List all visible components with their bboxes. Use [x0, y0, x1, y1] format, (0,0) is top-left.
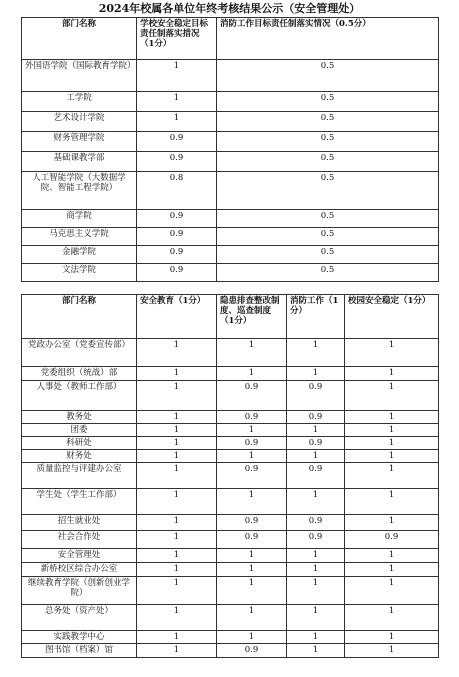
scores-table-departments — [21, 294, 439, 658]
score-cell: 1 — [137, 450, 217, 463]
score-cell: 1 — [345, 605, 439, 631]
score-cell: 1 — [137, 605, 217, 631]
score-cell: 0.9 — [287, 381, 345, 411]
dept-name-cell: 基础课教学部 — [22, 152, 137, 172]
score-cell: 0.5 — [217, 60, 439, 92]
score-cell: 1 — [345, 563, 439, 577]
table-row — [22, 424, 439, 437]
score-cell: 1 — [217, 367, 287, 381]
score-cell: 0.9 — [287, 437, 345, 450]
score-cell: 0.9 — [217, 411, 287, 424]
score-cell: 1 — [287, 489, 345, 515]
score-cell: 0.5 — [217, 264, 439, 282]
score-cell: 1 — [137, 367, 217, 381]
score-cell: 0.9 — [287, 515, 345, 531]
score-cell: 0.9 — [137, 132, 217, 152]
score-cell: 1 — [137, 339, 217, 367]
score-cell: 1 — [287, 577, 345, 605]
score-cell: 1 — [345, 489, 439, 515]
score-cell: 0.9 — [287, 411, 345, 424]
score-cell: 1 — [137, 424, 217, 437]
score-cell: 1 — [137, 515, 217, 531]
score-cell: 1 — [137, 577, 217, 605]
table-row — [22, 92, 439, 112]
score-cell: 0.5 — [217, 246, 439, 264]
table-row — [22, 577, 439, 605]
dept-name-cell: 金融学院 — [22, 246, 137, 264]
table-row — [22, 644, 439, 658]
dept-name-cell: 人工智能学院（大数据学院、智能工程学院） — [22, 172, 137, 210]
table-row — [22, 112, 439, 132]
score-cell: 0.5 — [217, 228, 439, 246]
table-row — [22, 450, 439, 463]
dept-name-cell: 艺术设计学院 — [22, 112, 137, 132]
score-cell: 1 — [217, 549, 287, 563]
table-row — [22, 367, 439, 381]
table-row — [22, 210, 439, 228]
table-row — [22, 531, 439, 549]
score-cell: 0.5 — [217, 112, 439, 132]
score-cell: 1 — [217, 577, 287, 605]
score-cell: 1 — [287, 563, 345, 577]
score-cell: 1 — [287, 367, 345, 381]
score-cell: 1 — [345, 339, 439, 367]
table-row — [22, 605, 439, 631]
table-row — [22, 339, 439, 367]
score-cell: 0.9 — [217, 463, 287, 489]
score-cell: 0.9 — [345, 531, 439, 549]
score-cell: 1 — [137, 631, 217, 644]
score-cell: 1 — [137, 463, 217, 489]
dept-name-cell: 学生处（学生工作部） — [22, 489, 137, 515]
score-cell: 1 — [287, 424, 345, 437]
table-row — [22, 463, 439, 489]
score-cell: 1 — [137, 563, 217, 577]
score-cell: 1 — [345, 367, 439, 381]
score-cell: 0.5 — [217, 132, 439, 152]
dept-name-cell: 安全管理处 — [22, 549, 137, 563]
dept-name-cell: 质量监控与评建办公室 — [22, 463, 137, 489]
score-cell: 1 — [137, 644, 217, 658]
score-cell: 1 — [345, 437, 439, 450]
dept-name-cell: 马克思主义学院 — [22, 228, 137, 246]
table-row — [22, 264, 439, 282]
dept-name-cell: 党委组织（统战）部 — [22, 367, 137, 381]
score-cell: 1 — [137, 92, 217, 112]
score-cell: 1 — [345, 549, 439, 563]
score-cell: 1 — [345, 644, 439, 658]
table-row — [22, 172, 439, 210]
table-row — [22, 515, 439, 531]
score-cell: 1 — [287, 549, 345, 563]
dept-name-cell: 科研处 — [22, 437, 137, 450]
score-cell: 0.5 — [217, 92, 439, 112]
score-cell: 0.9 — [217, 531, 287, 549]
score-cell: 1 — [217, 605, 287, 631]
score-cell: 1 — [217, 489, 287, 515]
score-cell: 1 — [137, 489, 217, 515]
dept-name-cell: 新桥校区综合办公室 — [22, 563, 137, 577]
score-cell: 0.9 — [137, 228, 217, 246]
dept-name-cell: 实践教学中心 — [22, 631, 137, 644]
table-row — [22, 60, 439, 92]
score-cell: 1 — [345, 515, 439, 531]
score-cell: 1 — [345, 450, 439, 463]
dept-name-cell: 总务处（资产处） — [22, 605, 137, 631]
header-hazard-inspection: 隐患排查整改制度、巡查制度（1分） — [217, 295, 287, 339]
dept-name-cell: 财务管理学院 — [22, 132, 137, 152]
score-cell: 0.5 — [217, 210, 439, 228]
header-fire-responsibility: 消防工作目标责任制落实情况（0.5分） — [217, 18, 439, 60]
page-title: 2024年校属各单位年终考核结果公示（安全管理处） — [98, 2, 361, 15]
dept-name-cell: 教务处 — [22, 411, 137, 424]
table-row — [22, 549, 439, 563]
dept-name-cell: 工学院 — [22, 92, 137, 112]
table1-body — [22, 60, 439, 282]
table-row — [22, 489, 439, 515]
table-row — [22, 228, 439, 246]
header-dept-name: 部门名称 — [22, 18, 137, 60]
dept-name-cell: 社会合作处 — [22, 531, 137, 549]
score-cell: 1 — [287, 339, 345, 367]
score-cell: 1 — [217, 339, 287, 367]
score-cell: 0.5 — [217, 172, 439, 210]
table-row — [22, 411, 439, 424]
score-cell: 1 — [345, 381, 439, 411]
header-fire-work: 消防工作（1分） — [287, 295, 345, 339]
dept-name-cell: 团委 — [22, 424, 137, 437]
score-cell: 0.9 — [287, 531, 345, 549]
dept-name-cell: 文法学院 — [22, 264, 137, 282]
score-cell: 1 — [137, 549, 217, 563]
dept-name-cell: 招生就业处 — [22, 515, 137, 531]
score-cell: 1 — [137, 60, 217, 92]
score-cell: 0.9 — [287, 463, 345, 489]
dept-name-cell: 商学院 — [22, 210, 137, 228]
table-row — [22, 132, 439, 152]
table-row — [22, 381, 439, 411]
score-cell: 0.9 — [217, 515, 287, 531]
score-cell: 1 — [287, 644, 345, 658]
score-cell: 0.8 — [137, 172, 217, 210]
score-cell: 0.9 — [137, 264, 217, 282]
header-dept-name: 部门名称 — [22, 295, 137, 339]
dept-name-cell: 财务处 — [22, 450, 137, 463]
header-campus-stability: 校园安全稳定（1分） — [345, 295, 439, 339]
table-row — [22, 563, 439, 577]
dept-name-cell: 人事处（教师工作部） — [22, 381, 137, 411]
score-cell: 0.5 — [217, 152, 439, 172]
score-cell: 1 — [137, 531, 217, 549]
dept-name-cell: 图书馆（档案）馆 — [22, 644, 137, 658]
table-row — [22, 152, 439, 172]
score-cell: 1 — [137, 112, 217, 132]
score-cell: 1 — [137, 437, 217, 450]
score-cell: 1 — [287, 605, 345, 631]
score-cell: 1 — [137, 381, 217, 411]
header-safety-education: 安全教育（1分） — [137, 295, 217, 339]
score-cell: 0.9 — [137, 210, 217, 228]
score-cell: 0.9 — [217, 437, 287, 450]
score-cell: 0.9 — [217, 644, 287, 658]
score-cell: 1 — [345, 463, 439, 489]
score-cell: 1 — [217, 450, 287, 463]
score-cell: 1 — [345, 411, 439, 424]
dept-name-cell: 外国语学院（国际教育学院） — [22, 60, 137, 92]
dept-name-cell: 党政办公室（党委宣传部） — [22, 339, 137, 367]
score-cell: 1 — [287, 450, 345, 463]
table-row — [22, 437, 439, 450]
score-cell: 1 — [217, 563, 287, 577]
header-safety-responsibility: 学校安全稳定目标责任制落实措况（1分） — [137, 18, 217, 60]
table-row — [22, 246, 439, 264]
score-cell: 1 — [137, 411, 217, 424]
dept-name-cell: 继续教育学院（创新创业学院） — [22, 577, 137, 605]
score-cell: 1 — [287, 631, 345, 644]
score-cell: 0.9 — [137, 152, 217, 172]
score-cell: 0.9 — [217, 381, 287, 411]
score-cell: 0.9 — [137, 246, 217, 264]
score-cell: 1 — [345, 577, 439, 605]
score-cell: 1 — [217, 631, 287, 644]
score-cell: 1 — [345, 424, 439, 437]
score-cell: 1 — [345, 631, 439, 644]
scores-table-colleges — [21, 17, 439, 282]
table2-body — [22, 339, 439, 658]
table-row — [22, 631, 439, 644]
score-cell: 1 — [217, 424, 287, 437]
